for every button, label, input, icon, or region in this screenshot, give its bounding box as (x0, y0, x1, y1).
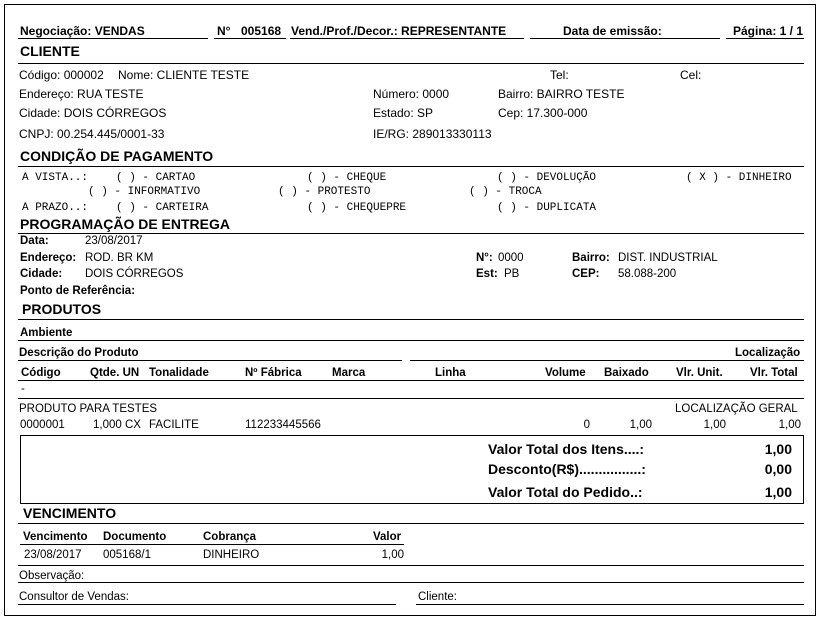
col-vlr-unit: Vlr. Unit. (676, 367, 723, 379)
entrega-data-value: 23/08/2017 (85, 235, 143, 247)
item-tonalidade: FACILITE (149, 419, 199, 431)
venc-col-valor: Valor (373, 531, 402, 543)
cliente-signature-label: Cliente: (418, 591, 457, 603)
cliente-cel: Cel: (680, 68, 702, 82)
option-dinheiro: ( X ) - DINHEIRO (686, 172, 792, 184)
numero-label: N° (217, 24, 231, 38)
total-itens-value: 1,00 (764, 441, 792, 457)
cliente-endereco: Endereço: RUA TESTE (19, 87, 144, 101)
item-volume: 0 (583, 419, 590, 431)
entrega-numero-label: N°: (476, 252, 493, 264)
data-emissao: Data de emissão: (563, 24, 662, 38)
entrega-cidade-label: Cidade: (20, 268, 63, 280)
entrega-est-label: Est: (476, 268, 498, 280)
col-marca: Marca (332, 367, 366, 379)
entrega-endereco-label: Endereço: (20, 252, 77, 264)
divider (410, 360, 804, 361)
entrega-title: PROGRAMAÇÃO DE ENTREGA (20, 216, 231, 232)
total-pedido-value: 1,00 (764, 484, 792, 500)
option-protesto: ( ) - PROTESTO (278, 186, 371, 198)
option-devolucao: ( ) - DEVOLUÇÃO (497, 172, 597, 184)
vendedor: Vend./Prof./Decor.: REPRESENTANTE (291, 24, 507, 38)
divider (18, 582, 804, 583)
divider (18, 340, 804, 341)
cliente-bairro: Bairro: BAIRRO TESTE (498, 87, 625, 101)
cliente-codigo: Código: 000002 (19, 68, 104, 82)
item-descricao: PRODUTO PARA TESTES (19, 403, 158, 415)
option-carteira: ( ) - CARTEIRA (116, 202, 209, 214)
item-qtde: 1,000 CX (93, 419, 141, 431)
produtos-title: PRODUTOS (22, 301, 102, 317)
item-localizacao: LOCALIZAÇÃO GERAL (675, 403, 798, 415)
divider (214, 38, 286, 39)
cliente-estado: Estado: SP (373, 106, 434, 120)
option-troca: ( ) - TROCA (469, 186, 542, 198)
col-tonalidade: Tonalidade (149, 367, 209, 379)
divider (18, 166, 804, 167)
venc-row-vencimento: 23/08/2017 (24, 549, 82, 561)
venc-row-documento: 005168/1 (103, 549, 151, 561)
negociacao-label: Negociação: VENDAS (20, 24, 145, 38)
observacao-label: Observação: (19, 570, 85, 582)
consultor-label: Consultor de Vendas: (19, 591, 129, 603)
entrega-bairro-value: DIST. INDUSTRIAL (618, 252, 718, 264)
numero-value: 005168 (241, 24, 282, 38)
item-vlr-unit: 1,00 (703, 419, 726, 431)
option-cartao: ( ) - CARTAO (116, 172, 196, 184)
ambiente-dash: - (21, 383, 25, 395)
cliente-cidade: Cidade: DOIS CÓRREGOS (19, 106, 167, 120)
cliente-signature-line (416, 604, 804, 605)
divider (726, 38, 804, 39)
divider (18, 523, 804, 524)
desconto-value: 0,00 (764, 461, 792, 477)
divider (18, 565, 804, 566)
col-linha: Linha (435, 367, 466, 379)
cliente-numero: Número: 0000 (373, 87, 450, 101)
divider (18, 38, 208, 39)
option-informativo: ( ) - INFORMATIVO (88, 186, 201, 198)
entrega-numero-value: 0000 (498, 252, 524, 264)
item-baixado: 1,00 (629, 419, 652, 431)
col-fabrica: Nº Fábrica (245, 367, 302, 379)
localizacao-label: Localização (735, 347, 801, 359)
venc-col-vencimento: Vencimento (23, 531, 88, 543)
cliente-ierg: IE/RG: 289013330113 (373, 127, 492, 141)
divider (530, 38, 720, 39)
venc-row-valor: 1,00 (381, 549, 404, 561)
entrega-data-label: Data: (20, 235, 49, 247)
divider (18, 380, 804, 381)
item-vlr-total: 1,00 (778, 419, 801, 431)
option-chequepre: ( ) - CHEQUEPRE (307, 202, 407, 214)
total-pedido-label: Valor Total do Pedido..: (488, 484, 643, 500)
venc-col-documento: Documento (103, 531, 167, 543)
a-prazo-label: A PRAZO..: (22, 202, 89, 214)
ambiente-label: Ambiente (20, 327, 73, 339)
divider (290, 38, 524, 39)
option-cheque: ( ) - CHEQUE (307, 172, 387, 184)
col-baixado: Baixado (604, 367, 649, 379)
divider (18, 360, 402, 361)
desconto-label: Desconto(R$)................: (488, 461, 646, 477)
divider (18, 319, 804, 320)
venc-row-cobranca: DINHEIRO (203, 549, 260, 561)
cliente-title: CLIENTE (20, 43, 80, 59)
a-vista-label: A VISTA..: (22, 172, 89, 184)
pagina: Página: 1 / 1 (733, 24, 804, 38)
pagamento-title: CONDIÇÃO DE PAGAMENTO (20, 148, 214, 164)
col-volume: Volume (545, 367, 586, 379)
entrega-cep-value: 58.088-200 (618, 268, 677, 280)
totals-box (20, 435, 804, 504)
col-codigo: Código (21, 367, 61, 379)
option-duplicata: ( ) - DUPLICATA (497, 202, 597, 214)
descricao-label: Descrição do Produto (19, 347, 139, 359)
vencimento-title: VENCIMENTO (23, 505, 117, 521)
venc-col-cobranca: Cobrança (203, 531, 257, 543)
col-qtde: Qtde. UN (90, 367, 140, 379)
divider (18, 63, 804, 64)
divider (20, 544, 404, 545)
total-itens-label: Valor Total dos Itens....: (488, 441, 645, 457)
col-vlr-total: Vlr. Total (750, 367, 798, 379)
entrega-cep-label: CEP: (572, 268, 600, 280)
consultor-signature-line (18, 604, 396, 605)
entrega-est-value: PB (504, 268, 520, 280)
entrega-cidade-value: DOIS CÓRREGOS (85, 268, 184, 280)
cliente-cnpj: CNPJ: 00.254.445/0001-33 (19, 127, 165, 141)
item-fabrica: 112233445566 (245, 419, 321, 431)
cliente-tel: Tel: (550, 68, 569, 82)
entrega-endereco-value: ROD. BR KM (85, 252, 154, 264)
entrega-bairro-label: Bairro: (572, 252, 610, 264)
divider (18, 398, 804, 399)
cliente-nome: Nome: CLIENTE TESTE (118, 68, 250, 82)
cliente-cep: Cep: 17.300-000 (498, 106, 588, 120)
entrega-ponto-ref: Ponto de Referência: (20, 285, 136, 297)
item-codigo: 0000001 (20, 419, 65, 431)
